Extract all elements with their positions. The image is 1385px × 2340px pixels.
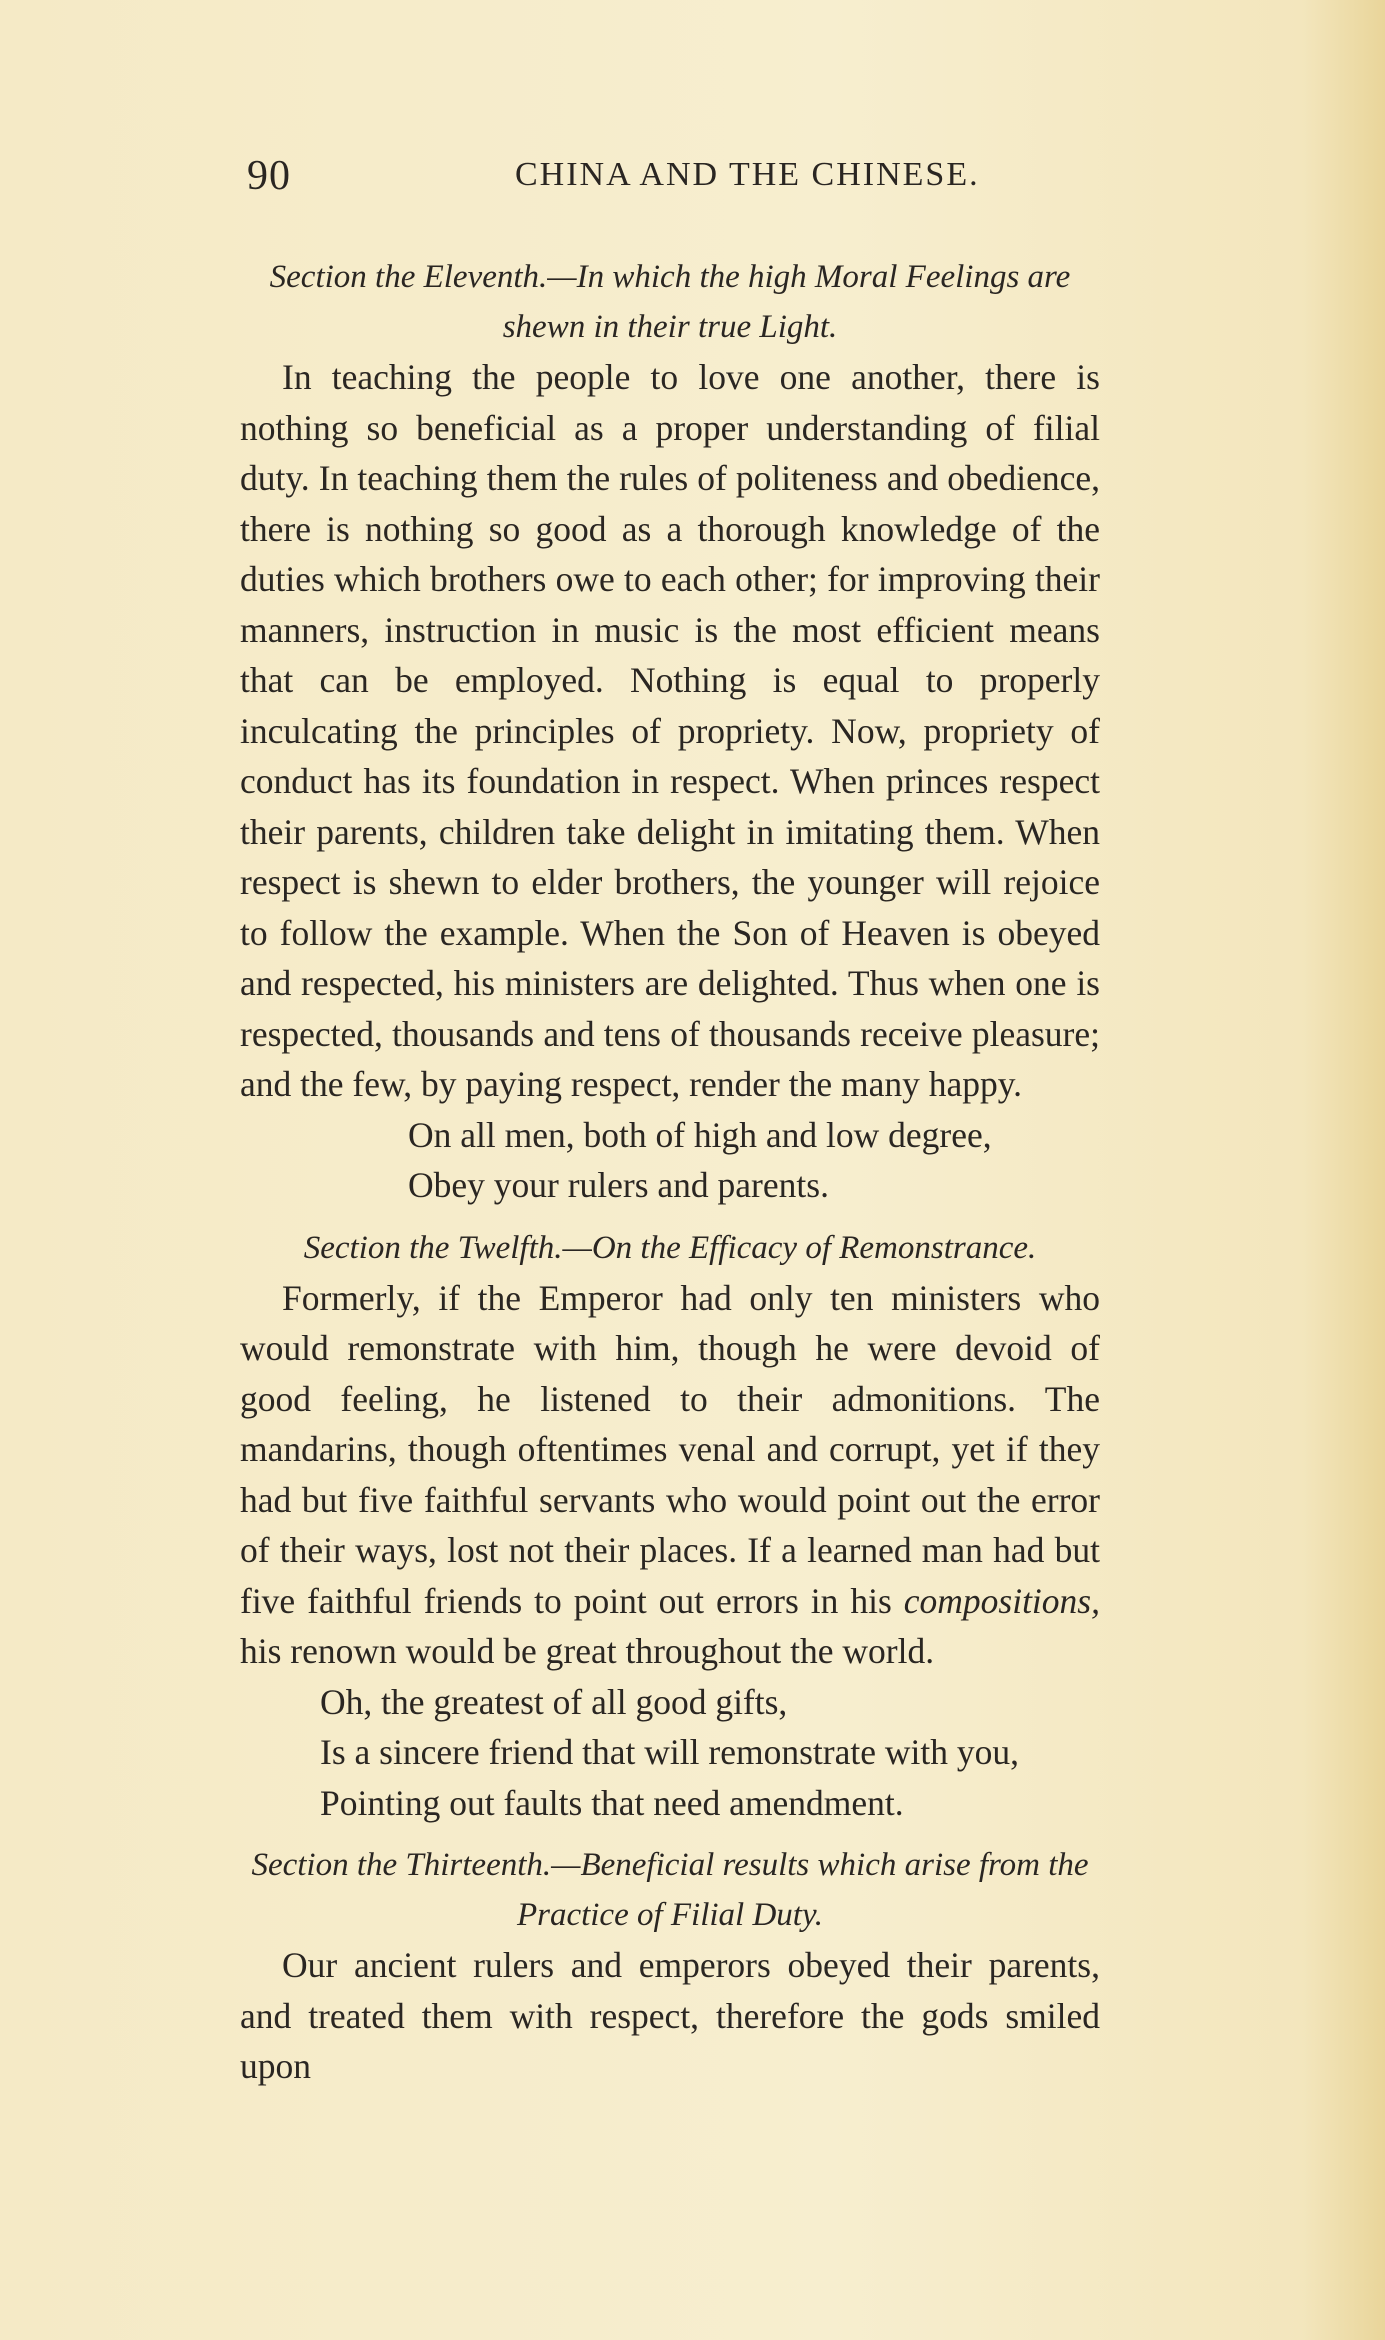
verse-line: Pointing out faults that need amendment. (320, 1782, 904, 1823)
section-heading-line: shewn in their true Light. (502, 309, 838, 345)
verse (240, 1677, 1100, 1829)
verse-line: Is a sincere friend that will remonstrate with you, (320, 1732, 1019, 1772)
verse-line: On all men, both of high and low degree, (408, 1114, 992, 1155)
section-heading-line: Section the Thirteenth.—Beneficial results which arise from the (251, 1847, 1089, 1883)
page-body (240, 252, 1100, 2092)
section-heading-line: Practice of Filial Duty. (516, 1897, 824, 1933)
running-title: CHINA AND THE CHINESE. (515, 156, 980, 193)
verse-line: Oh, the greatest of all good gifts, (320, 1681, 788, 1722)
section-heading-line: Section the Eleventh.—In which the high Moral Feelings are (269, 259, 1071, 295)
verse (240, 1110, 1100, 1211)
page-header (247, 152, 1087, 212)
section-twelfth (240, 1223, 1100, 1829)
section-thirteenth (240, 1840, 1100, 2092)
paragraph-text: his renown would be great throughout the world. (240, 1631, 935, 1671)
section-paragraph (240, 1273, 1100, 1677)
section-heading (240, 252, 1100, 352)
paragraph-text: Formerly, if the Emperor had only ten ministers who would remonstrate with him, though he were devoid of good feeling, he listened to their admonitions. The mandarins, though oftentimes venal and corrupt, yet if they had but five faithful servants who would point out the error of their ways, lost not their places. If a learned man had but five faithful friends to point out errors in his (240, 1277, 1100, 1621)
section-eleventh (240, 252, 1100, 1211)
section-paragraph: In teaching the people to love one another, there is nothing so beneficial as a proper understanding of filial duty. In teaching them the rules of politeness and obedience, there is nothing so good as a thorough knowledge of the duties which brothers owe to each other; for improving their manners, instruction in music is the most efficient means that can be employed. Nothing is equal to properly inculcating the principles of propriety. Now, propriety of conduct has its foundation in respect. When princes respect their parents, children take delight in imitating them. When respect is shewn to elder brothers, the younger will rejoice to follow the example. When the Son of Heaven is obeyed and respected, his ministers are delighted. Thus when one is respected, thousands and tens of thousands receive pleasure; and the few, by paying respect, render the many happy. (240, 357, 1100, 1104)
verse-line: Obey your rulers and parents. (408, 1165, 829, 1205)
section-heading (240, 1840, 1100, 1940)
section-paragraph: Our ancient rulers and emperors obeyed their parents, and treated them with respect, therefore the gods smiled upon (240, 1945, 1100, 2086)
page-number: 90 (247, 153, 291, 199)
section-heading: Section the Twelfth.—On the Efficacy of Remonstrance. (303, 1229, 1037, 1266)
paragraph-italic-text: compositions, (903, 1580, 1100, 1621)
